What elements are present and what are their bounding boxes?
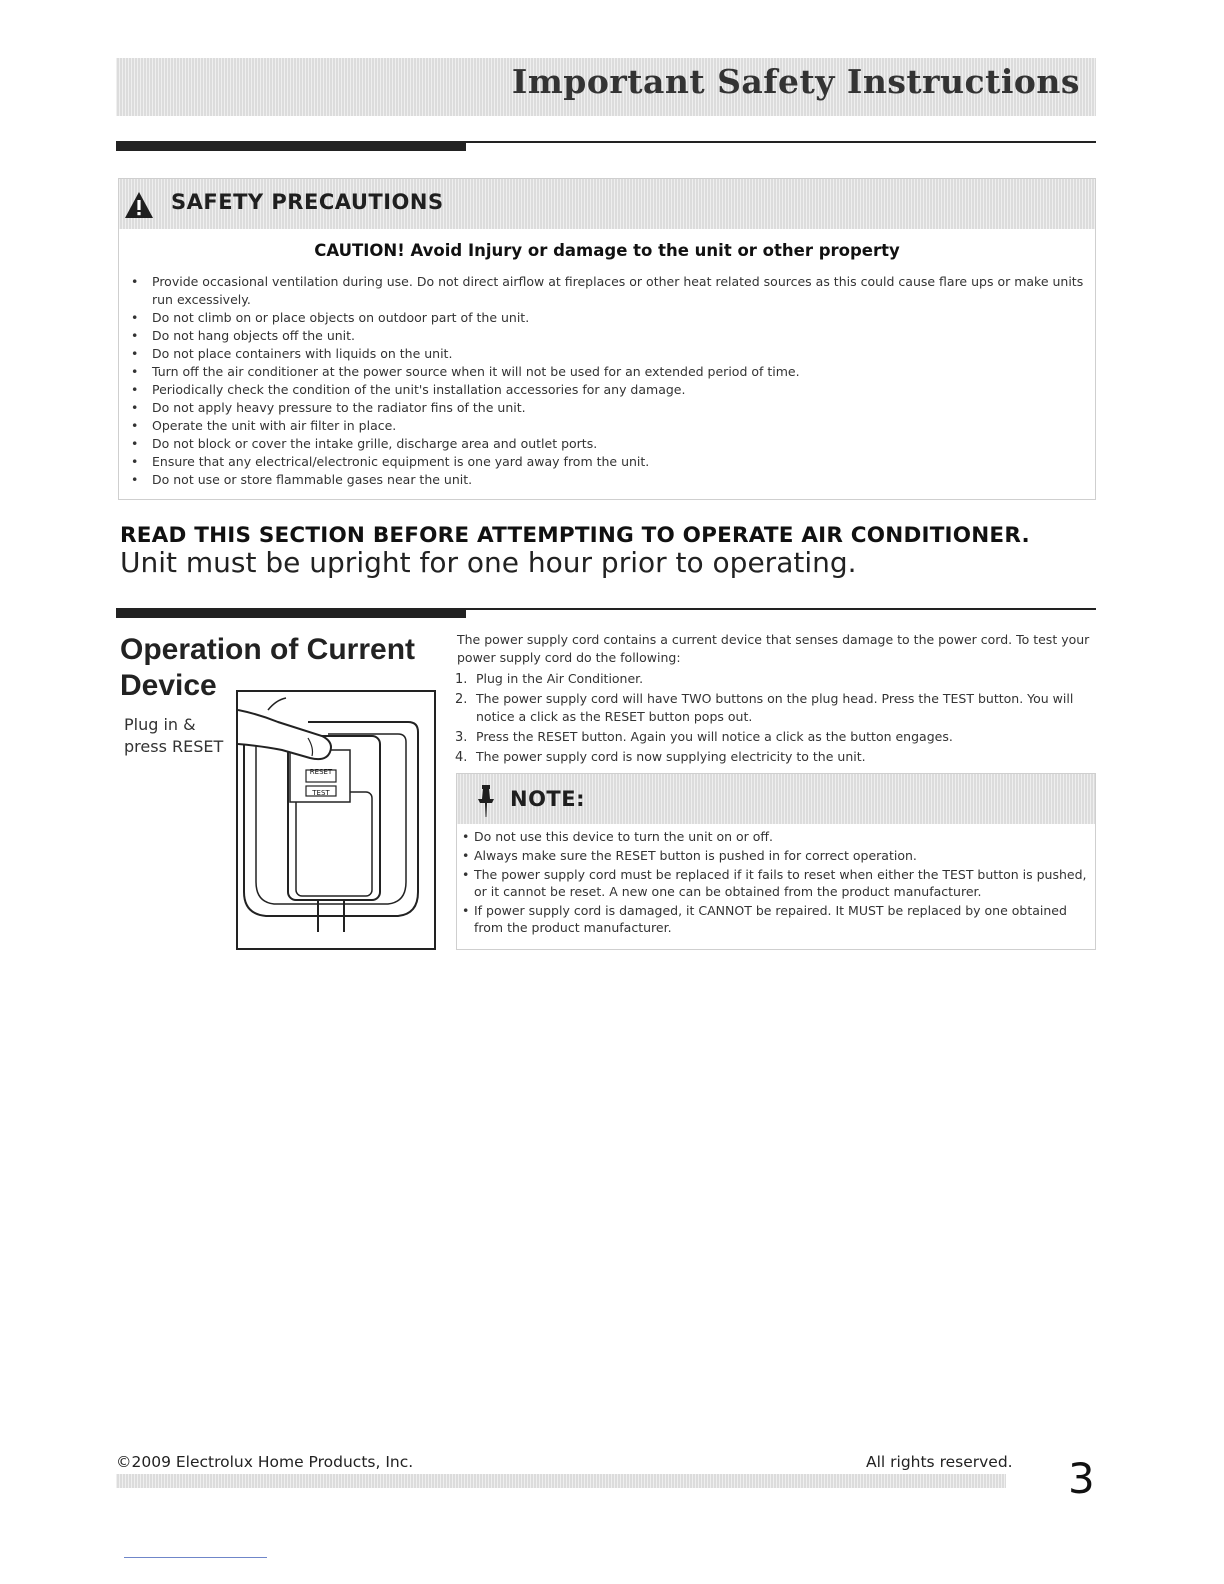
- step-number: 3.: [455, 730, 468, 745]
- upright-notice: Unit must be upright for one hour prior to operating.: [120, 546, 857, 579]
- pushpin-icon: [475, 784, 499, 818]
- figure-caption: Plug in & press RESET: [124, 715, 224, 756]
- plug-illustration: [236, 690, 436, 950]
- step-text: Press the RESET button. Again you will notice a click as the button engages.: [476, 729, 953, 744]
- note-list: [461, 828, 1091, 938]
- step-number: 2.: [455, 692, 468, 707]
- test-label: TEST: [312, 789, 330, 797]
- list-item: • Do not use or store flammable gases near the unit.: [129, 471, 1095, 489]
- device-intro: The power supply cord contains a current device that senses damage to the power cord. To test your power supply cord do the following:: [457, 632, 1090, 665]
- list-item: • Provide occasional ventilation during use. Do not direct airflow at fireplaces or other heat related sources as this could cause flare ups or make units run excessively.: [129, 273, 1095, 309]
- plug-drawing: [238, 692, 434, 948]
- read-section-heading: READ THIS SECTION BEFORE ATTEMPTING TO OPERATE AIR CONDITIONER.: [120, 523, 1030, 548]
- note-header: [457, 774, 1095, 824]
- step-number: 1.: [455, 672, 468, 687]
- warning-icon: [124, 191, 154, 219]
- step-item: [455, 748, 1100, 766]
- list-item: • Do not hang objects off the unit.: [129, 327, 1095, 345]
- section-title: Operation of Current Device: [120, 633, 416, 702]
- safety-precautions-box: [118, 178, 1096, 500]
- list-item: • The power supply cord must be replaced if it fails to reset when either the TEST button is pushed, or it cannot be reset. A new one can be obtained from the product manufacturer.: [461, 866, 1091, 900]
- note-box: [456, 773, 1096, 950]
- bottom-rule: [124, 1557, 267, 1558]
- title-banner: [116, 58, 1096, 116]
- step-number: 4.: [455, 750, 468, 765]
- safety-precautions-title: SAFETY PRECAUTIONS: [171, 190, 444, 214]
- list-item: • If power supply cord is damaged, it CANNOT be repaired. It MUST be replaced by one obtained from the product manufacturer.: [461, 902, 1091, 936]
- step-item: [455, 690, 1100, 726]
- page-number: 3: [1068, 1454, 1095, 1503]
- step-text: Plug in the Air Conditioner.: [476, 671, 644, 686]
- note-title: NOTE:: [510, 787, 585, 811]
- page-title: Important Safety Instructions: [511, 62, 1080, 101]
- list-item: • Ensure that any electrical/electronic equipment is one yard away from the unit.: [129, 453, 1095, 471]
- list-item: • Turn off the air conditioner at the power source when it will not be used for an extended period of time.: [129, 363, 1095, 381]
- section-divider-thin: [116, 141, 1096, 143]
- section-divider-thin: [116, 608, 1096, 610]
- list-item: • Do not apply heavy pressure to the radiator fins of the unit.: [129, 399, 1095, 417]
- list-item: • Do not climb on or place objects on outdoor part of the unit.: [129, 309, 1095, 327]
- safety-list: [129, 273, 1095, 489]
- footer-copyright: ©2009 Electrolux Home Products, Inc.: [116, 1453, 414, 1471]
- list-item: • Operate the unit with air filter in place.: [129, 417, 1095, 435]
- list-item: • Do not block or cover the intake grille, discharge area and outlet ports.: [129, 435, 1095, 453]
- step-item: [455, 670, 1100, 688]
- list-item: • Do not place containers with liquids on the unit.: [129, 345, 1095, 363]
- steps-list: [455, 670, 1100, 768]
- list-item: • Periodically check the condition of the unit's installation accessories for any damage.: [129, 381, 1095, 399]
- caution-heading: CAUTION! Avoid Injury or damage to the unit or other property: [314, 241, 900, 260]
- step-text: The power supply cord is now supplying electricity to the unit.: [476, 749, 866, 764]
- list-item: • Always make sure the RESET button is pushed in for correct operation.: [461, 847, 1091, 864]
- safety-precautions-header: [119, 179, 1095, 229]
- step-item: [455, 728, 1100, 746]
- footer-bar: [116, 1474, 1006, 1488]
- reset-label: RESET: [309, 768, 333, 776]
- list-item: • Do not use this device to turn the unit on or off.: [461, 828, 1091, 845]
- footer-rights: All rights reserved.: [866, 1453, 1013, 1471]
- step-text: The power supply cord will have TWO buttons on the plug head. Press the TEST button. You will notice a click as the RESET button pops out.: [476, 691, 1074, 724]
